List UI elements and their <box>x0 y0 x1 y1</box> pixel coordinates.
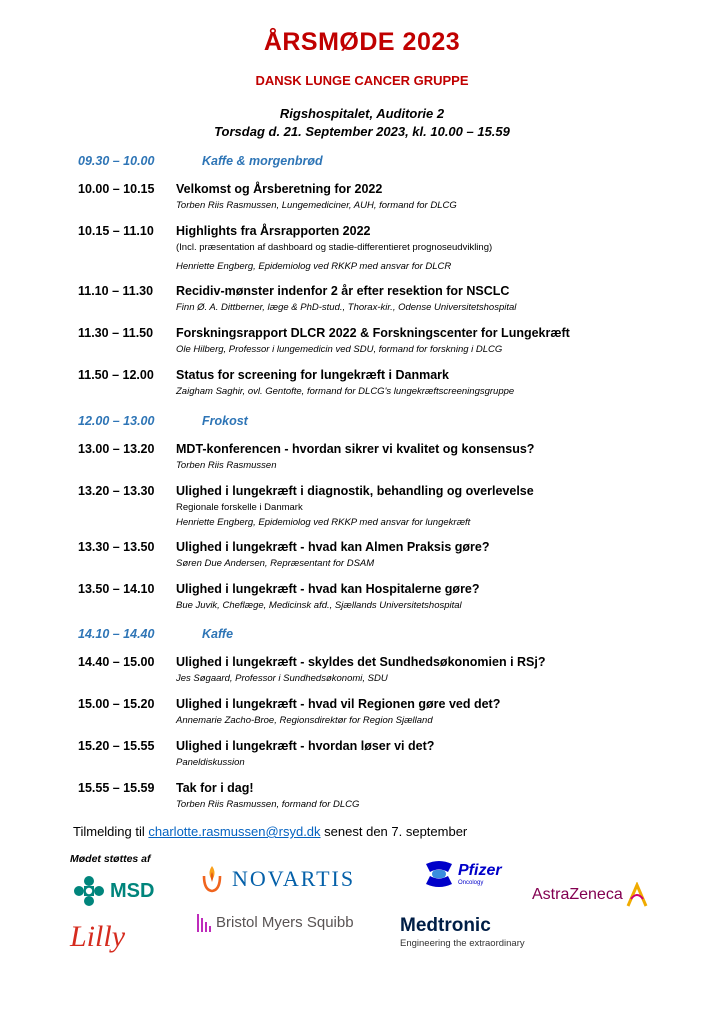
agenda-topic: Ulighed i lungekræft i diagnostik, behandling og overlevelse <box>176 484 534 498</box>
astrazeneca-wordmark: AstraZeneca <box>532 886 623 903</box>
agenda-time: 15.55 – 15.59 <box>78 781 155 795</box>
pfizer-text <box>458 862 502 886</box>
agenda-note: Regionale forskelle i Danmark <box>176 502 303 513</box>
agenda-topic: Frokost <box>202 414 248 428</box>
agenda-time: 13.20 – 13.30 <box>78 484 155 498</box>
agenda-speaker: Finn Ø. A. Dittberner, læge & PhD-stud., Thorax-kir., Odense Universitetshospital <box>176 302 517 313</box>
agenda-speaker: Torben Riis Rasmussen, Lungemediciner, AUH, formand for DLCG <box>176 200 457 211</box>
medtronic-logo <box>400 915 525 949</box>
agenda-speaker: Torben Riis Rasmussen, formand for DLCG <box>176 799 360 810</box>
bms-bars-icon <box>196 910 212 934</box>
event-date: Torsdag d. 21. September 2023, kl. 10.00 – 15.59 <box>214 124 510 139</box>
agenda-time: 11.30 – 11.50 <box>78 326 154 340</box>
agenda-topic: Kaffe <box>202 627 234 641</box>
agenda-time: 15.20 – 15.55 <box>78 739 155 753</box>
agenda-time: 14.40 – 15.00 <box>78 655 155 669</box>
signup-line <box>73 824 467 839</box>
agenda-time: 10.15 – 11.10 <box>78 224 154 238</box>
agenda-topic: Ulighed i lungekræft - hvordan løser vi det? <box>176 739 435 753</box>
agenda-topic: Ulighed i lungekræft - skyldes det Sundhedsøkonomien i RSj? <box>176 655 546 669</box>
agenda-speaker: Henriette Engberg, Epidemiolog ved RKKP med ansvar for lungekræft <box>176 517 471 528</box>
agenda-speaker: Søren Due Andersen, Repræsentant for DSAM <box>176 558 375 569</box>
astrazeneca-logo <box>532 882 649 908</box>
venue: Rigshospitalet, Auditorie 2 <box>279 106 445 121</box>
pfizer-helix-icon <box>422 858 456 890</box>
agenda-topic: Ulighed i lungekræft - hvad kan Almen Praksis gøre? <box>176 540 490 554</box>
novartis-wordmark: NOVARTIS <box>232 866 356 891</box>
agenda-speaker: Torben Riis Rasmussen <box>176 460 277 471</box>
bms-wordmark: Bristol Myers Squibb <box>216 913 354 931</box>
astrazeneca-symbol-icon <box>625 882 649 908</box>
agenda-topic: Tak for i dag! <box>176 781 254 795</box>
agenda-speaker: Jes Søgaard, Professor i Sundhedsøkonomi, SDU <box>176 673 388 684</box>
agenda-time: 10.00 – 10.15 <box>78 182 155 196</box>
sponsor-label: Mødet støttes af <box>70 853 151 865</box>
agenda-topic: MDT-konferencen - hvordan sikrer vi kvalitet og konsensus? <box>176 442 535 456</box>
agenda-topic: Forskningsrapport DLCR 2022 & Forskningscenter for Lungekræft <box>176 326 570 340</box>
agenda-speaker: Henriette Engberg, Epidemiolog ved RKKP med ansvar for DLCR <box>176 261 452 272</box>
msd-wordmark: MSD <box>110 879 155 902</box>
agenda-time: 13.00 – 13.20 <box>78 442 155 456</box>
agenda-speaker: Ole Hilberg, Professor i lungemedicin ved SDU, formand for forskning i DLCG <box>176 344 503 355</box>
agenda-topic: Velkomst og Årsberetning for 2022 <box>176 182 383 196</box>
bms-logo <box>196 910 354 934</box>
pfizer-wordmark: Pfizer <box>458 862 502 879</box>
agenda-time: 14.10 – 14.40 <box>78 627 155 641</box>
agenda-time: 15.00 – 15.20 <box>78 697 155 711</box>
lilly-wordmark: Lilly <box>70 920 126 953</box>
medtronic-tagline: Engineering the extraordinary <box>400 938 525 949</box>
agenda-topic: Ulighed i lungekræft - hvad kan Hospitalerne gøre? <box>176 582 480 596</box>
agenda-topic: Kaffe & morgenbrød <box>202 154 323 168</box>
medtronic-wordmark: Medtronic <box>400 915 491 936</box>
agenda-speaker: Annemarie Zacho-Broe, Regionsdirektør for Region Sjælland <box>176 715 433 726</box>
pfizer-subtitle: Oncology <box>458 880 484 886</box>
agenda-topic: Status for screening for lungekræft i Danmark <box>176 368 449 382</box>
agenda-time: 12.00 – 13.00 <box>78 414 155 428</box>
signup-email-link[interactable]: charlotte.rasmussen@rsyd.dk <box>148 824 321 839</box>
page-title: ÅRSMØDE 2023 <box>263 28 461 56</box>
agenda-speaker: Bue Juvik, Cheflæge, Medicinsk afd., Sjællands Universitetshospital <box>176 600 462 611</box>
agenda-topic: Recidiv-mønster indenfor 2 år efter resektion for NSCLC <box>176 284 510 298</box>
agenda-note: (Incl. præsentation af dashboard og stadie-differentieret prognoseudvikling) <box>176 242 493 253</box>
agenda-time: 09.30 – 10.00 <box>78 154 155 168</box>
agenda-topic: Ulighed i lungekræft - hvad vil Regionen gøre ved det? <box>176 697 501 711</box>
agenda-time: 11.10 – 11.30 <box>78 284 154 298</box>
agenda-topic: Highlights fra Årsrapporten 2022 <box>176 224 371 238</box>
signup-prefix: Tilmelding til <box>73 824 145 839</box>
pfizer-logo <box>422 858 502 890</box>
page-subtitle: DANSK LUNGE CANCER GRUPPE <box>255 73 469 88</box>
msd-logo <box>74 876 154 906</box>
lilly-logo <box>70 920 125 954</box>
agenda-time: 13.50 – 14.10 <box>78 582 155 596</box>
novartis-logo <box>200 864 355 894</box>
agenda-speaker: Zaigham Saghir, ovl. Gentofte, formand for DLCG's lungekræftscreeningsgruppe <box>176 386 515 397</box>
novartis-flame-icon <box>200 864 224 894</box>
agenda-time: 11.50 – 12.00 <box>78 368 154 382</box>
msd-emblem-icon <box>74 876 104 906</box>
agenda-time: 13.30 – 13.50 <box>78 540 155 554</box>
signup-suffix: senest den 7. september <box>324 824 468 839</box>
agenda-speaker: Paneldiskussion <box>176 757 245 768</box>
